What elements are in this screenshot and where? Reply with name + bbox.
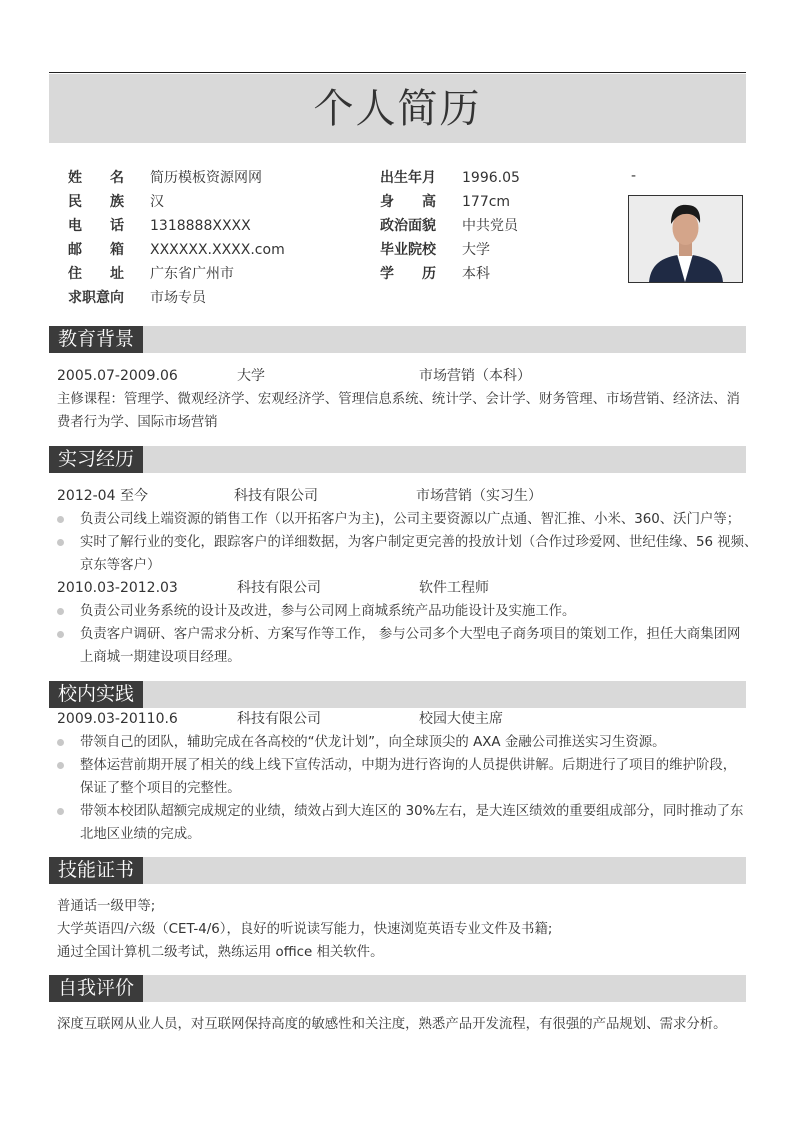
self-section-header (49, 975, 746, 1002)
bullet-dot (57, 608, 64, 615)
phone-label: 电 话 (68, 218, 124, 234)
campus-period: 2009.03-20110.6 (57, 711, 178, 727)
ethnic-label: 民 族 (68, 194, 124, 210)
political-value: 中共党员 (462, 218, 518, 234)
skill-line: 大学英语四/六级（CET-4/6），良好的听说读写能力，快速浏览英语专业文件及书籍; (57, 922, 553, 937)
bullet-dot (57, 762, 64, 769)
email-value: XXXXXX.XXXX.com (150, 242, 285, 258)
job-role: 市场营销（实习生） (416, 488, 542, 504)
email-label: 邮 箱 (68, 242, 124, 258)
portrait-image (629, 196, 742, 282)
job-bullet: 负责公司线上端资源的销售工作（以开拓客户为主)，公司主要资源以广点通、智汇推、小米、360、沃门户等； (80, 512, 741, 527)
dash-mark: - (631, 168, 637, 184)
education-major: 市场营销（本科） (419, 368, 531, 384)
education-courses-line1: 主修课程：管理学、微观经济学、宏观经济学、管理信息系统、统计学、会计学、财务管理、市场营销、经济法、消 (57, 392, 740, 407)
address-label: 住 址 (68, 266, 124, 282)
address-value: 广东省广州市 (150, 266, 234, 282)
bullet-dot (57, 539, 64, 546)
bullet-dot (57, 631, 64, 638)
campus-role: 校园大使主席 (419, 711, 503, 727)
job-role: 软件工程师 (419, 580, 489, 596)
campus-heading: 校内实践 (49, 681, 143, 708)
skills-heading: 技能证书 (49, 857, 143, 884)
job-bullet: 实时了解行业的变化，跟踪客户的详细数据，为客户制定更完善的投放计划（合作过珍爱网、世纪佳缘、56 视频、 京东等客户） (80, 535, 758, 573)
job-period: 2012-04 至今 (57, 488, 148, 504)
campus-bullet: 整体运营前期开展了相关的线上线下宣传活动，中期为进行咨询的人员提供讲解。后期进行了项目的维护阶段， 保证了整个项目的完整性。 (80, 758, 737, 796)
internship-heading: 实习经历 (49, 446, 143, 473)
internship-section-header (49, 446, 746, 473)
education-heading: 教育背景 (49, 326, 143, 353)
school-label: 毕业院校 (380, 242, 436, 258)
birth-label: 出生年月 (380, 170, 436, 186)
degree-label: 学 历 (380, 266, 436, 282)
intent-label: 求职意向 (68, 290, 124, 306)
title-band (49, 74, 746, 143)
education-courses-line2: 费者行为学、国际市场营销 (57, 415, 218, 430)
skills-section-header (49, 857, 746, 884)
political-label: 政治面貌 (380, 218, 436, 234)
phone-value: 1318888XXXX (150, 218, 251, 234)
job-period: 2010.03-2012.03 (57, 580, 178, 596)
campus-section-header (49, 681, 746, 708)
resume-title: 个人简历 (313, 86, 482, 132)
degree-value: 本科 (462, 266, 490, 282)
name-value: 简历模板资源网网 (150, 170, 262, 186)
intent-value: 市场专员 (150, 290, 206, 306)
height-value: 177cm (462, 194, 511, 210)
education-school: 大学 (237, 368, 265, 384)
job-bullet: 负责公司业务系统的设计及改进，参与公司网上商城系统产品功能设计及实施工作。 (80, 604, 576, 619)
job-company: 科技有限公司 (237, 580, 321, 596)
job-company: 科技有限公司 (234, 488, 318, 504)
skill-line: 普通话一级甲等; (57, 899, 156, 914)
ethnic-value: 汉 (150, 194, 164, 210)
self-evaluation-text: 深度互联网从业人员，对互联网保持高度的敏感性和关注度，熟悉产品开发流程，有很强的产品规划、需求分析。 (57, 1017, 727, 1032)
height-label: 身 高 (380, 194, 436, 210)
skill-line: 通过全国计算机二级考试，熟练运用 office 相关软件。 (57, 945, 384, 960)
job-bullet: 负责客户调研、客户需求分析、方案写作等工作， 参与公司多个大型电子商务项目的策划工作，担任大商集团网 上商城一期建设项目经理。 (80, 627, 741, 665)
bullet-dot (57, 739, 64, 746)
self-heading: 自我评价 (49, 975, 143, 1002)
top-rule (49, 72, 746, 73)
education-period: 2005.07-2009.06 (57, 368, 178, 384)
name-label: 姓 名 (68, 170, 124, 186)
bullet-dot (57, 516, 64, 523)
school-value: 大学 (462, 242, 490, 258)
campus-company: 科技有限公司 (237, 711, 321, 727)
profile-photo (628, 195, 743, 283)
bullet-dot (57, 808, 64, 815)
education-section-header (49, 326, 746, 353)
campus-bullet: 带领本校团队超额完成规定的业绩，绩效占到大连区的 30%左右，是大连区绩效的重要组成部分，同时推动了东 北地区业绩的完成。 (80, 804, 744, 842)
birth-value: 1996.05 (462, 170, 520, 186)
campus-bullet: 带领自己的团队，辅助完成在各高校的“伏龙计划”，向全球顶尖的 AXA 金融公司推送实习生资源。 (80, 735, 666, 750)
